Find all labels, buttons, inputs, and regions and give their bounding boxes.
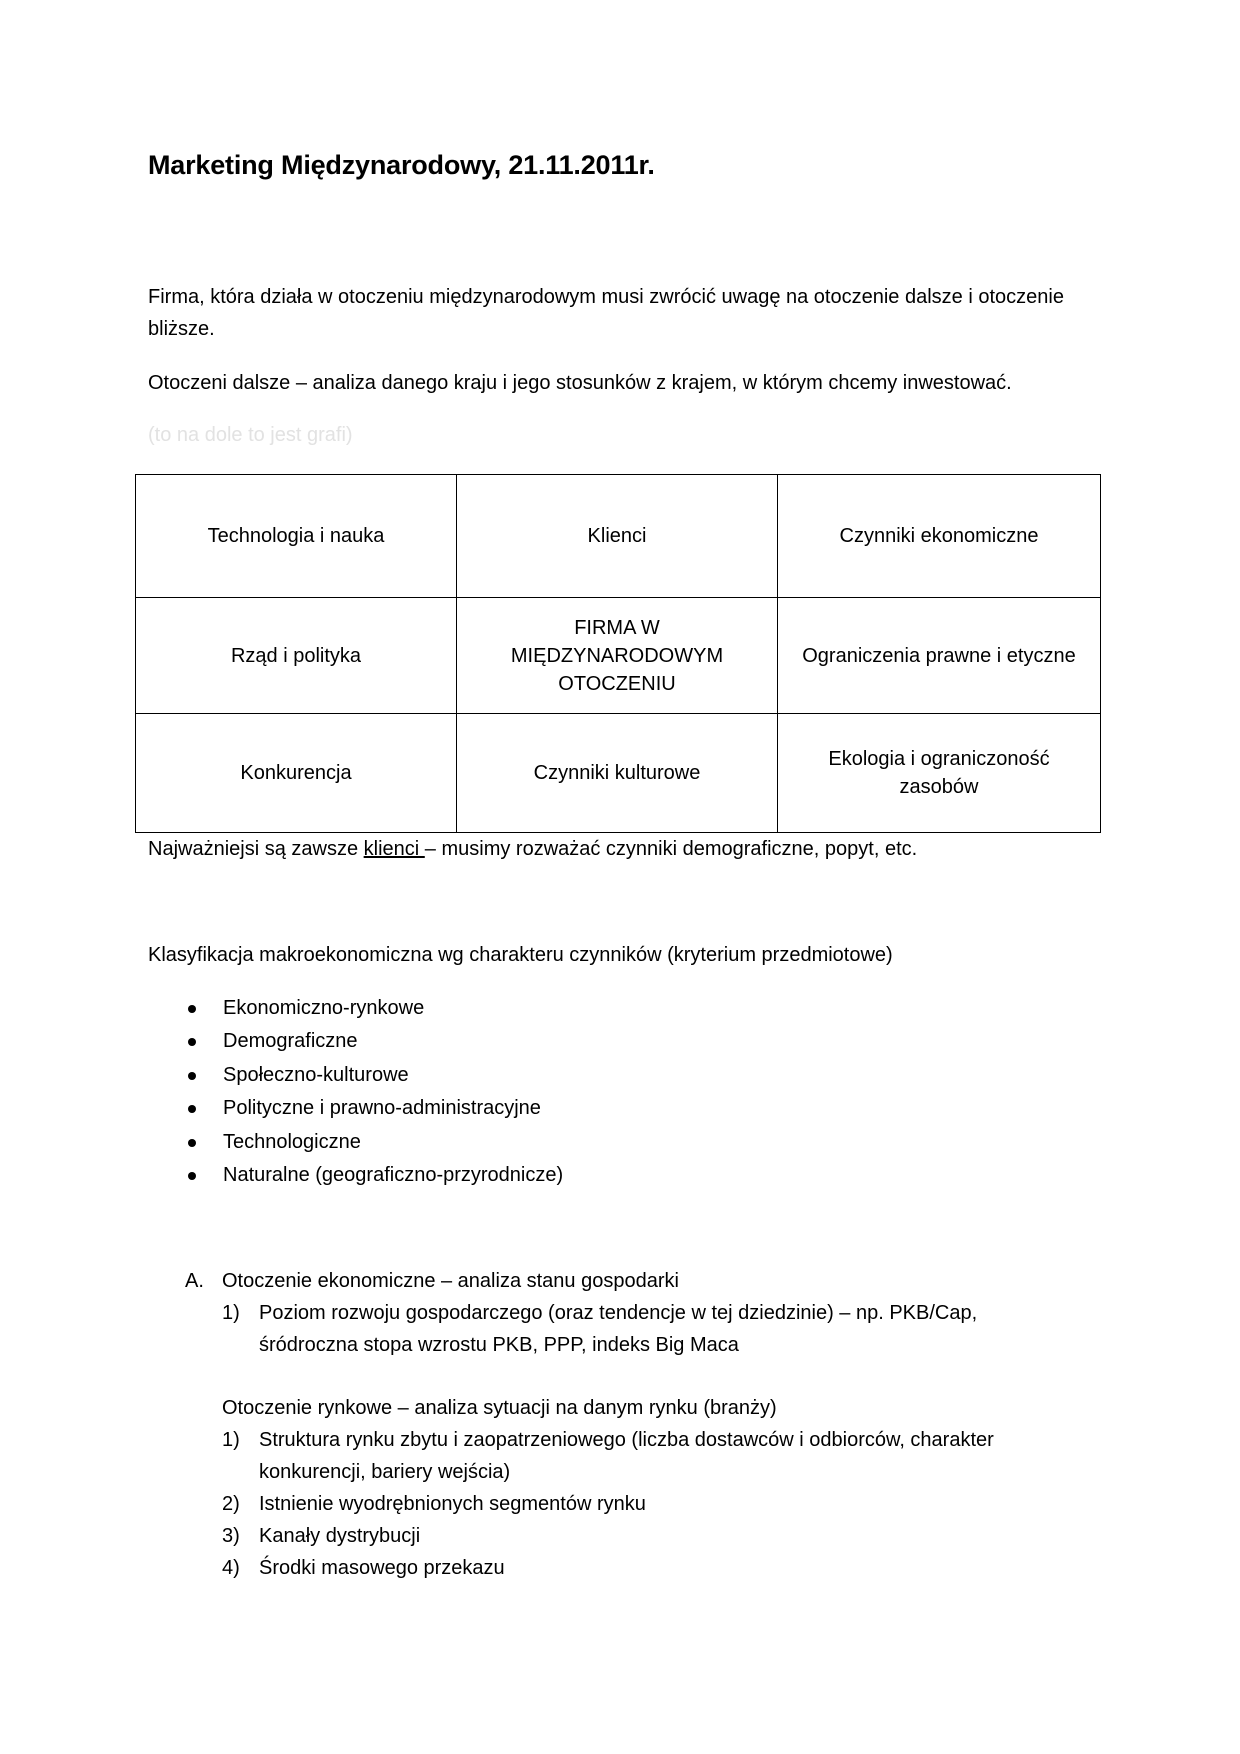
classification-list <box>148 992 563 1192</box>
section-a-item-text: Poziom rozwoju gospodarczego (oraz tendencje w tej dziedzinie) – np. PKB/Cap, śródroczna stopa wzrostu PKB, PPP, indeks Big Maca <box>259 1302 978 1356</box>
market-heading: Otoczenie rynkowe – analiza sytuacji na danym rynku (branży) <box>222 1397 777 1419</box>
bullet-icon <box>188 1172 196 1180</box>
grid-cell: Ograniczenia prawne i etyczne <box>778 598 1101 714</box>
bullet-icon <box>188 1005 196 1013</box>
list-item: Społeczno-kulturowe <box>148 1059 563 1092</box>
bullet-icon <box>188 1038 196 1046</box>
list-item: Technologiczne <box>148 1126 563 1159</box>
key-note-underlined: klienci <box>363 838 425 860</box>
environment-grid <box>135 474 1101 833</box>
key-note-text-end: – musimy rozważać czynniki demograficzne, popyt, etc. <box>424 838 918 860</box>
section-a-heading: Otoczenie ekonomiczne – analiza stanu gospodarki <box>222 1270 679 1292</box>
key-note-text: Najważniejsi są zawsze <box>148 838 364 860</box>
grid-cell: Konkurencja <box>136 714 457 833</box>
grid-row <box>136 475 1101 598</box>
list-item: Naturalne (geograficzno-przyrodnicze) <box>148 1159 563 1192</box>
grid-cell-center: FIRMA W MIĘDZYNARODOWYM OTOCZENIU <box>457 598 778 714</box>
market-item-text: Kanały dystrybucji <box>259 1525 421 1547</box>
page-title: Marketing Międzynarodowy, 21.11.2011r. <box>148 150 655 180</box>
market-item-text: Środki masowego przekazu <box>259 1557 505 1579</box>
grid-cell: Rząd i polityka <box>136 598 457 714</box>
grid-row <box>136 714 1101 833</box>
grid-cell: Technologia i nauka <box>136 475 457 598</box>
grid-cell: Ekologia i ograniczoność zasobów <box>778 714 1101 833</box>
list-item: Polityczne i prawno-administracyjne <box>148 1092 563 1125</box>
market-item-number: 3) <box>222 1525 240 1547</box>
market-item-number: 2) <box>222 1493 240 1515</box>
intro-paragraph: Firma, która działa w otoczeniu międzynarodowym musi zwrócić uwagę na otoczenie dalsze i otoczenie bliższe. <box>148 286 1064 340</box>
outer-environment-definition: Otoczeni dalsze – analiza danego kraju i jego stosunków z krajem, w którym chcemy inwestować. <box>148 372 1012 394</box>
bullet-icon <box>188 1072 196 1080</box>
classification-heading: Klasyfikacja makroekonomiczna wg charakteru czynników (kryterium przedmiotowe) <box>148 944 893 966</box>
list-item: Demograficzne <box>148 1025 563 1058</box>
market-item-text: Struktura rynku zbytu i zaopatrzeniowego (liczba dostawców i odbiorców, charakter konkurencji, bariery wejścia) <box>259 1429 994 1483</box>
faint-note: (to na dole to jest grafi) <box>148 424 353 446</box>
bullet-icon <box>188 1139 196 1147</box>
market-item-number: 4) <box>222 1557 240 1579</box>
grid-cell: Czynniki kulturowe <box>457 714 778 833</box>
section-a-marker: A. <box>185 1270 204 1292</box>
section-a-item-number: 1) <box>222 1302 240 1324</box>
market-item-number: 1) <box>222 1429 240 1451</box>
key-note <box>148 833 1078 865</box>
grid-row <box>136 598 1101 714</box>
market-item-text: Istnienie wyodrębnionych segmentów rynku <box>259 1493 646 1515</box>
list-item: Ekonomiczno-rynkowe <box>148 992 563 1025</box>
grid-cell: Klienci <box>457 475 778 598</box>
bullet-icon <box>188 1105 196 1113</box>
grid-cell: Czynniki ekonomiczne <box>778 475 1101 598</box>
